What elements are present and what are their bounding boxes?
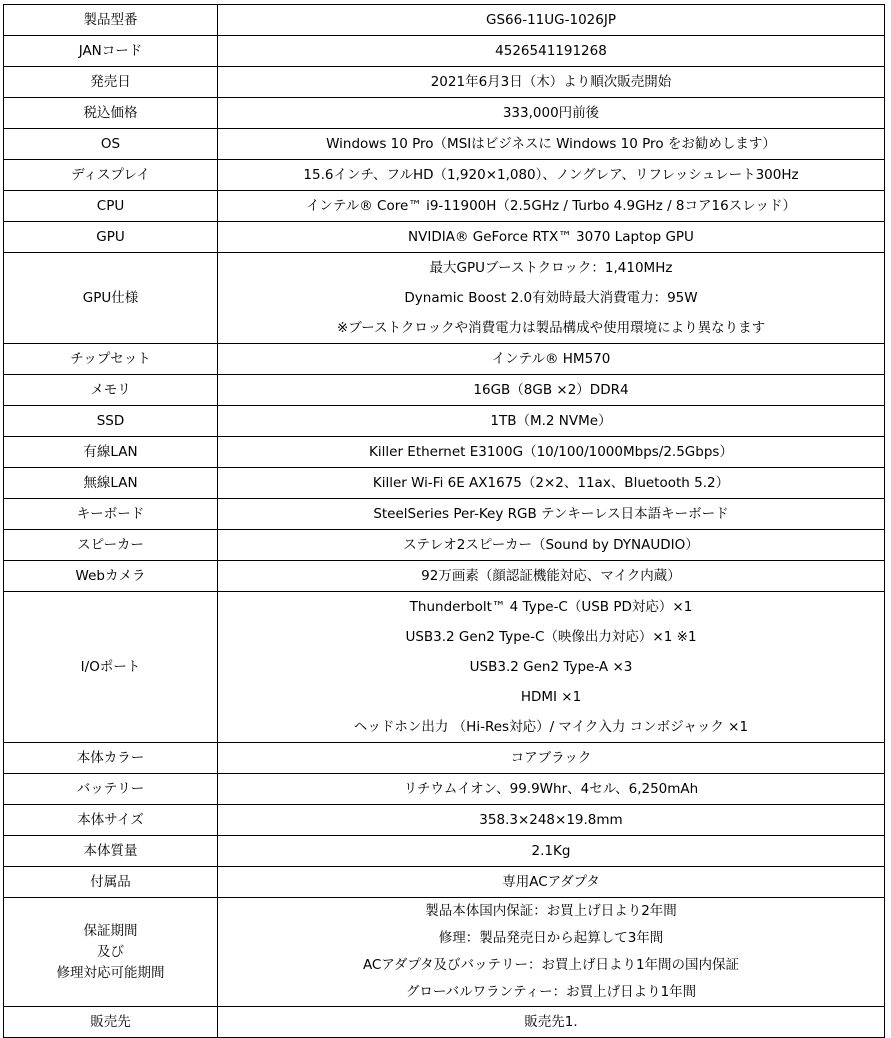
spec-label (4, 5, 218, 36)
spec-value-line: リチウムイオン、99.9Whr、4セル、6,250mAh (403, 781, 699, 797)
spec-label-text: 無線LAN (83, 475, 138, 491)
spec-value (218, 592, 885, 743)
spec-label-text: 修理対応可能期間 (56, 964, 165, 981)
spec-value-line: 4526541191268 (495, 43, 607, 59)
spec-row (4, 774, 885, 805)
spec-value (218, 530, 885, 561)
spec-row (4, 129, 885, 160)
spec-value-line: インテル® HM570 (491, 351, 611, 367)
spec-label-text: GPU仕様 (82, 290, 139, 306)
spec-row (4, 437, 885, 468)
spec-label-text: 税込価格 (83, 105, 138, 121)
spec-value-line: Killer Ethernet E3100G（10/100/1000Mbps/2.5Gbps） (369, 444, 733, 460)
spec-value (218, 437, 885, 468)
spec-label (4, 36, 218, 67)
spec-value (218, 1007, 885, 1038)
spec-label-text: バッテリー (76, 781, 145, 797)
spec-label (4, 375, 218, 406)
spec-value-line: 専用ACアダプタ (502, 874, 600, 890)
spec-row (4, 592, 885, 743)
spec-label-text: OS (100, 136, 121, 152)
spec-label-text: 本体質量 (83, 843, 138, 859)
spec-value-line: ステレオ2スピーカー（Sound by DYNAUDIO） (403, 537, 699, 553)
spec-label (4, 499, 218, 530)
spec-value (218, 67, 885, 98)
spec-table-body (4, 5, 885, 1038)
spec-row (4, 530, 885, 561)
spec-label (4, 160, 218, 191)
spec-label-text: メモリ (90, 382, 131, 398)
spec-value-line: コアブラック (510, 750, 592, 766)
spec-value-line: 修理：製品発売日から起算して3年間 (438, 930, 664, 946)
spec-value-line: NVIDIA® GeForce RTX™ 3070 Laptop GPU (408, 229, 694, 245)
spec-label-text: 発売日 (90, 74, 131, 90)
spec-label (4, 774, 218, 805)
spec-row (4, 743, 885, 774)
spec-row (4, 160, 885, 191)
spec-label-text: JANコード (78, 43, 143, 59)
spec-label (4, 253, 218, 344)
spec-value (218, 253, 885, 344)
spec-value-line: グローバルワランティー：お買上げ日より1年間 (405, 984, 697, 1000)
spec-label (4, 561, 218, 592)
spec-value-line: GS66-11UG-1026JP (486, 12, 616, 28)
spec-row (4, 406, 885, 437)
spec-label-text: I/Oポート (80, 659, 141, 675)
spec-value-line: 1TB（M.2 NVMe） (490, 413, 612, 429)
spec-table (3, 4, 885, 1038)
spec-value-line: ヘッドホン出力 （Hi-Res対応）/ マイク入力 コンボジャック ×1 (353, 719, 749, 735)
spec-value (218, 406, 885, 437)
spec-label (4, 344, 218, 375)
spec-value (218, 5, 885, 36)
spec-value-line: 販売先1. (524, 1014, 578, 1030)
spec-row (4, 5, 885, 36)
spec-value-line: インテル® Core™ i9-11900H（2.5GHz / Turbo 4.9GHz / 8コア16スレッド） (305, 198, 797, 214)
spec-row (4, 805, 885, 836)
spec-label-text: キーボード (76, 506, 145, 522)
spec-value (218, 222, 885, 253)
spec-label (4, 67, 218, 98)
spec-label-text: 有線LAN (83, 444, 138, 460)
spec-value-line: 製品本体国内保証：お買上げ日より2年間 (425, 903, 677, 919)
spec-value-line: USB3.2 Gen2 Type-C（映像出力対応）×1 ※1 (405, 629, 697, 645)
spec-label-text: 本体カラー (76, 750, 145, 766)
spec-value-line: ※ブーストクロックや消費電力は製品構成や使用環境により異なります (336, 320, 766, 336)
spec-label-text: 製品型番 (83, 12, 138, 28)
spec-row (4, 344, 885, 375)
spec-value-line: 92万画素（顔認証機能対応、マイク内蔵） (421, 568, 681, 584)
spec-row (4, 561, 885, 592)
spec-value-line: Windows 10 Pro（MSIはビジネスに Windows 10 Pro をお勧めします） (326, 136, 776, 152)
spec-label-text: CPU (96, 198, 125, 214)
spec-value (218, 375, 885, 406)
spec-value-line: 16GB（8GB ×2）DDR4 (473, 382, 629, 398)
spec-label (4, 129, 218, 160)
spec-row (4, 36, 885, 67)
spec-value (218, 499, 885, 530)
spec-value (218, 867, 885, 898)
spec-value-line: 358.3×248×19.8mm (479, 812, 623, 828)
spec-value (218, 805, 885, 836)
spec-label-text: スピーカー (77, 537, 144, 553)
spec-value (218, 836, 885, 867)
spec-value-line: 2.1Kg (531, 843, 571, 859)
spec-label-text: GPU (96, 229, 125, 245)
spec-label (4, 592, 218, 743)
spec-label (4, 805, 218, 836)
spec-value (218, 468, 885, 499)
spec-value-line: Killer Wi-Fi 6E AX1675（2×2、11ax、Bluetooth 5.2） (372, 475, 730, 491)
spec-row (4, 222, 885, 253)
spec-label (4, 191, 218, 222)
spec-row (4, 468, 885, 499)
spec-row (4, 98, 885, 129)
spec-row (4, 1007, 885, 1038)
spec-label (4, 836, 218, 867)
spec-row (4, 253, 885, 344)
spec-label-text: 本体サイズ (77, 812, 144, 828)
spec-label-text: 及び (97, 943, 124, 960)
spec-label (4, 743, 218, 774)
spec-value-line: 333,000円前後 (502, 105, 600, 121)
spec-value (218, 898, 885, 1007)
spec-label (4, 1007, 218, 1038)
spec-row (4, 867, 885, 898)
spec-row (4, 375, 885, 406)
spec-value (218, 774, 885, 805)
spec-label-text: 付属品 (90, 874, 131, 890)
spec-row (4, 499, 885, 530)
spec-row (4, 898, 885, 1007)
spec-value-line: 最大GPUブーストクロック：1,410MHz (429, 260, 673, 276)
spec-value-line: Thunderbolt™ 4 Type-C（USB PD対応）×1 (409, 599, 693, 615)
spec-value (218, 129, 885, 160)
spec-value-line: SteelSeries Per-Key RGB テンキーレス日本語キーボード (373, 506, 729, 522)
spec-label-text: ディスプレイ (71, 167, 150, 183)
spec-value-line: 2021年6月3日（木）より順次販売開始 (430, 74, 672, 90)
spec-value-line: Dynamic Boost 2.0有効時最大消費電力：95W (404, 290, 698, 306)
spec-label (4, 406, 218, 437)
spec-value (218, 561, 885, 592)
spec-value-line: HDMI ×1 (520, 689, 582, 705)
spec-label (4, 222, 218, 253)
spec-label (4, 898, 218, 1007)
spec-label (4, 530, 218, 561)
spec-label-text: SSD (96, 413, 125, 429)
spec-value (218, 160, 885, 191)
spec-value-line: 15.6インチ、フルHD（1,920×1,080）、ノングレア、リフレッシュレート300Hz (303, 167, 799, 183)
spec-value-line: ACアダプタ及びバッテリー：お買上げ日より1年間の国内保証 (362, 957, 740, 973)
spec-label (4, 437, 218, 468)
spec-row (4, 836, 885, 867)
spec-value-line: USB3.2 Gen2 Type-A ×3 (469, 659, 633, 675)
spec-label (4, 867, 218, 898)
spec-value (218, 98, 885, 129)
spec-row (4, 191, 885, 222)
spec-value (218, 36, 885, 67)
spec-value (218, 191, 885, 222)
spec-row (4, 67, 885, 98)
spec-value (218, 743, 885, 774)
spec-label-text: 販売先 (90, 1014, 131, 1030)
spec-label (4, 468, 218, 499)
spec-value (218, 344, 885, 375)
spec-label-text: チップセット (70, 351, 151, 367)
spec-label-text: 保証期間 (83, 922, 138, 939)
spec-label (4, 98, 218, 129)
spec-label-text: Webカメラ (75, 568, 146, 584)
